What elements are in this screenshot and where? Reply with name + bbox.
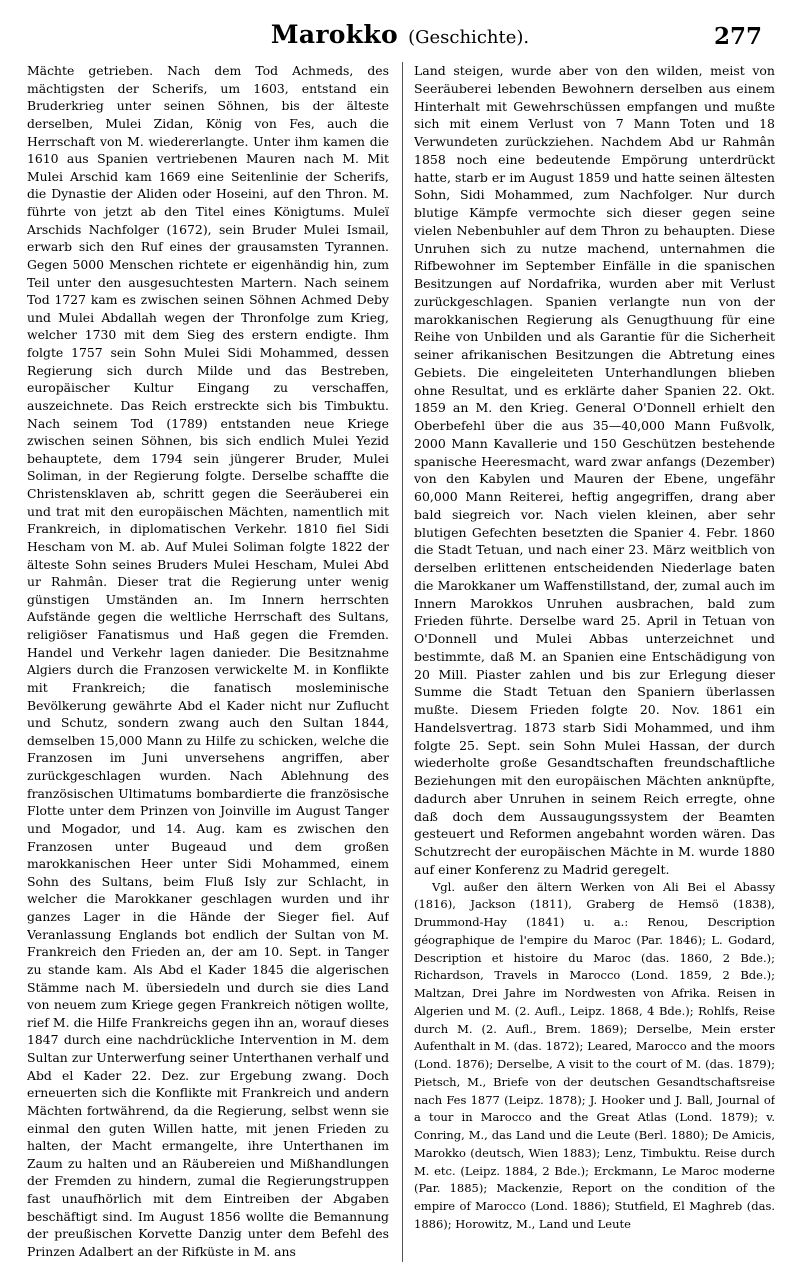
right-column xyxy=(414,62,775,1262)
left-column xyxy=(27,62,389,1262)
running-head xyxy=(0,20,800,54)
page-title: Marokko xyxy=(270,20,398,49)
column-divider xyxy=(402,62,403,1262)
bibliography-paragraph: Vgl. außer den ältern Werken von Ali Bei el Abassy (1816), Jackson (1811), Graberg de Hemsö (1838), Drummond-Hay (1841) u. a.: Renou, Description géographique de l'empire du Maroc (Par. 1846); L. Godard, Description et histoire du Maroc (das. 1860, 2 Bde.); Richardson, Travels in Marocco (Lond. 1859, 2 Bde.); Maltzan, Drei Jahre im Nordwesten von Afrika. Reisen in Algerien und M. (2. Aufl., Leipz. 1868, 4 Bde.); Rohlfs, Reise durch M. (2. Aufl., Brem. 1869); Derselbe, Mein erster Aufenthalt in M. (das. 1872); Leared, Marocco and the moors (Lond. 1876); Derselbe, A visit to the court of M. (das. 1879); Pietsch, M., Briefe von der deutschen Gesandtschaftsreise nach Fes 1877 (Leipz. 1878); J. Hooker und J. Ball, Journal of a tour in Marocco and the Great Atlas (Lond. 1879); v. Conring, M., das Land und die Leute (Berl. 1880); De Amicis, Marokko (deutsch, Wien 1883); Lenz, Timbuktu. Reise durch M. etc. (Leipz. 1884, 2 Bde.); Erckmann, Le Maroc moderne (Par. 1885); Mackenzie, Report on the condition of the empire of Marocco (Lond. 1886); Stutfield, El Maghreb (das. 1886); Horowitz, M., Land und Leute xyxy=(414,879,775,1231)
left-column-text: Mächte getrieben. Nach dem Tod Achmeds, des mächtigsten der Scherifs, um 1603, entstand ein Bruderkrieg unter seinen Söhnen, bis der älteste derselben, Mulei Zidan, König von Fes, auch die Herrschaft von M. wiedererlangte. Unter ihm kamen die 1610 aus Spanien vertriebenen Mauren nach M. Mit Mulei Arschid kam 1669 eine Seitenlinie der Scherifs, die Dynastie der Aliden oder Hoseini, auf den Thron. M. führte von jetzt ab den Titel eines Königtums. Muleï Arschids Nachfolger (1672), sein Bruder Mulei Ismail, erwarb sich den Ruf eines der grausamsten Tyrannen. Gegen 5000 Menschen richtete er eigenhändig hin, zum Teil unter den ausgesuchtesten Martern. Nach seinem Tod 1727 kam es zwischen seinen Söhnen Achmed Deby und Mulei Abdallah wegen der Thronfolge zum Krieg, welcher 1730 mit dem Sieg des erstern endigte. Ihm folgte 1757 sein Sohn Mulei Sidi Mohammed, dessen Regierung sich durch Milde und das Bestreben, europäischer Kultur Eingang zu verschaffen, auszeichnete. Das Reich erstreckte sich bis Timbuktu. Nach seinem Tod (1789) entstanden neue Kriege zwischen seinen Söhnen, bis sich endlich Mulei Yezid behauptete, dem 1794 sein jüngerer Bruder, Mulei Soliman, in der Regierung folgte. Derselbe schaffte die Christensklaven ab, schritt gegen die Seeräuberei ein und trat mit den europäischen Mächten, namentlich mit Frankreich, in diplomatischen Verkehr. 1810 fiel Sidi Hescham von M. ab. Auf Mulei Soliman folgte 1822 der älteste Sohn seines Bruders Mulei Hescham, Mulei Abd ur Rahmân. Dieser trat die Regierung unter wenig günstigen Umständen an. Im Innern herrschten Aufstände gegen die weltliche Herrschaft des Sultans, religiöser Fanatismus und Haß gegen die Fremden. Handel und Verkehr lagen danieder. Die Besitznahme Algiers durch die Franzosen verwickelte M. in Konflikte mit Frankreich; die fanatisch mosleminische Bevölkerung gewährte Abd el Kader nicht nur Zuflucht und Schutz, sondern zwang auch den Sultan 1844, demselben 15,000 Mann zu Hilfe zu schicken, welche die Franzosen im Juni unversehens angriffen, aber zurückgeschlagen wurden. Nach Ablehnung des französischen Ultimatums bombardierte die französische Flotte unter dem Prinzen von Joinville im August Tanger und Mogador, und 14. Aug. kam es zwischen den Franzosen unter Bugeaud und dem großen marokkanischen Heer unter Sidi Mohammed, einem Sohn des Sultans, beim Fluß Isly zur Schlacht, in welcher die Marokkaner geschlagen wurden und ihr ganzes Lager in die Hände der Sieger fiel. Auf Veranlassung Englands bot endlich der Sultan von M. Frankreich den Frieden an, der am 10. Sept. in Tanger zu stande kam. Als Abd el Kader 1845 die algerischen Stämme nach M. übersiedeln und durch sie dies Land von neuem zum Kriege gegen Frankreich nötigen wollte, rief M. die Hilfe Frankreichs gegen ihn an, worauf dieses 1847 durch eine nachdrückliche Intervention in M. dem Sultan zur Unterwerfung seiner Unterthanen verhalf und Abd el Kader 22. Dez. zur Ergebung zwang. Doch erneuerten sich die Konflikte mit Frankreich und andern Mächten fortwährend, da die Regierung, selbst wenn sie einmal den guten Willen hatte, mit jenen Frieden zu halten, der Macht ermangelte, ihre Unterthanen im Zaum zu halten und an Räubereien und Mißhandlungen der Fremden zu hindern, zumal die Regierungstruppen fast unaufhörlich mit dem Eintreiben der Abgaben beschäftigt sind. Im August 1856 wollte die Bemannung der preußischen Korvette Danzig unter dem Befehl des Prinzen Adalbert an der Rifküste in M. ans xyxy=(27,63,389,1259)
right-column-paragraph: Land steigen, wurde aber von den wilden, meist von Seeräuberei lebenden Bewohnern derselben aus einem Hinterhalt mit Gewehrschüssen empfangen und mußte sich mit einem Verlust von 7 Mann Toten und 18 Verwundeten zurückziehen. Nachdem Abd ur Rahmân 1858 noch eine bedeutende Empörung unterdrückt hatte, starb er im August 1859 und hatte seinen ältesten Sohn, Sidi Mohammed, zum Nachfolger. Nur durch blutige Kämpfe vermochte sich dieser gegen seine vielen Nebenbuhler auf dem Thron zu behaupten. Diese Unruhen sich zu nutze machend, unternahmen die Rifbewohner im September Einfälle in die spanischen Besitzungen auf Nordafrika, wurden aber mit Verlust zurückgeschlagen. Spanien verlangte nun von der marokkanischen Regierung als Genugthuung für eine Reihe von Unbilden und als Garantie für die Sicherheit seiner afrikanischen Besitzungen die Abtretung eines Gebiets. Die eingeleiteten Unterhandlungen blieben ohne Resultat, und es erklärte daher Spanien 22. Okt. 1859 an M. den Krieg. General O'Donnell erhielt den Oberbefehl über die aus 35—40,000 Mann Fußvolk, 2000 Mann Kavallerie und 150 Geschützen bestehende spanische Heeresmacht, ward zwar anfangs (Dezember) von den Kabylen und Mauren der Ebene, ungefähr 60,000 Mann Reiterei, heftig angegriffen, drang aber bald siegreich vor. Nach vielen kleinen, aber sehr blutigen Gefechten besetzten die Spanier 4. Febr. 1860 die Stadt Tetuan, und nach einer 23. März weitblich von derselben erlittenen entscheidenden Niederlage baten die Marokkaner um Waffenstillstand, der, zumal auch im Innern Marokkos Unruhen ausbrachen, bald zum Frieden führte. Derselbe ward 25. April in Tetuan von O'Donnell und Mulei Abbas unterzeichnet und bestimmte, daß M. an Spanien eine Entschädigung von 20 Mill. Piaster zahlen und bis zur Erlegung dieser Summe die Stadt Tetuan den Spaniern überlassen mußte. Diesem Frieden folgte 20. Nov. 1861 ein Handelsvertrag. 1873 starb Sidi Mohammed, und ihm folgte 25. Sept. sein Sohn Mulei Hassan, der durch wiederholte große Gesandtschaften freundschaftliche Beziehungen mit den europäischen Mächten anknüpfte, dadurch aber Unruhen in seinem Reich erregte, ohne daß doch dem Aussaugungssystem der Beamten gesteuert und Reformen angebahnt worden wären. Das Schutzrecht der europäischen Mächte in M. wurde 1880 auf einer Konferenz zu Madrid geregelt. xyxy=(414,63,775,877)
page-subtitle: (Geschichte). xyxy=(408,27,530,48)
page-number: 277 xyxy=(713,23,762,50)
